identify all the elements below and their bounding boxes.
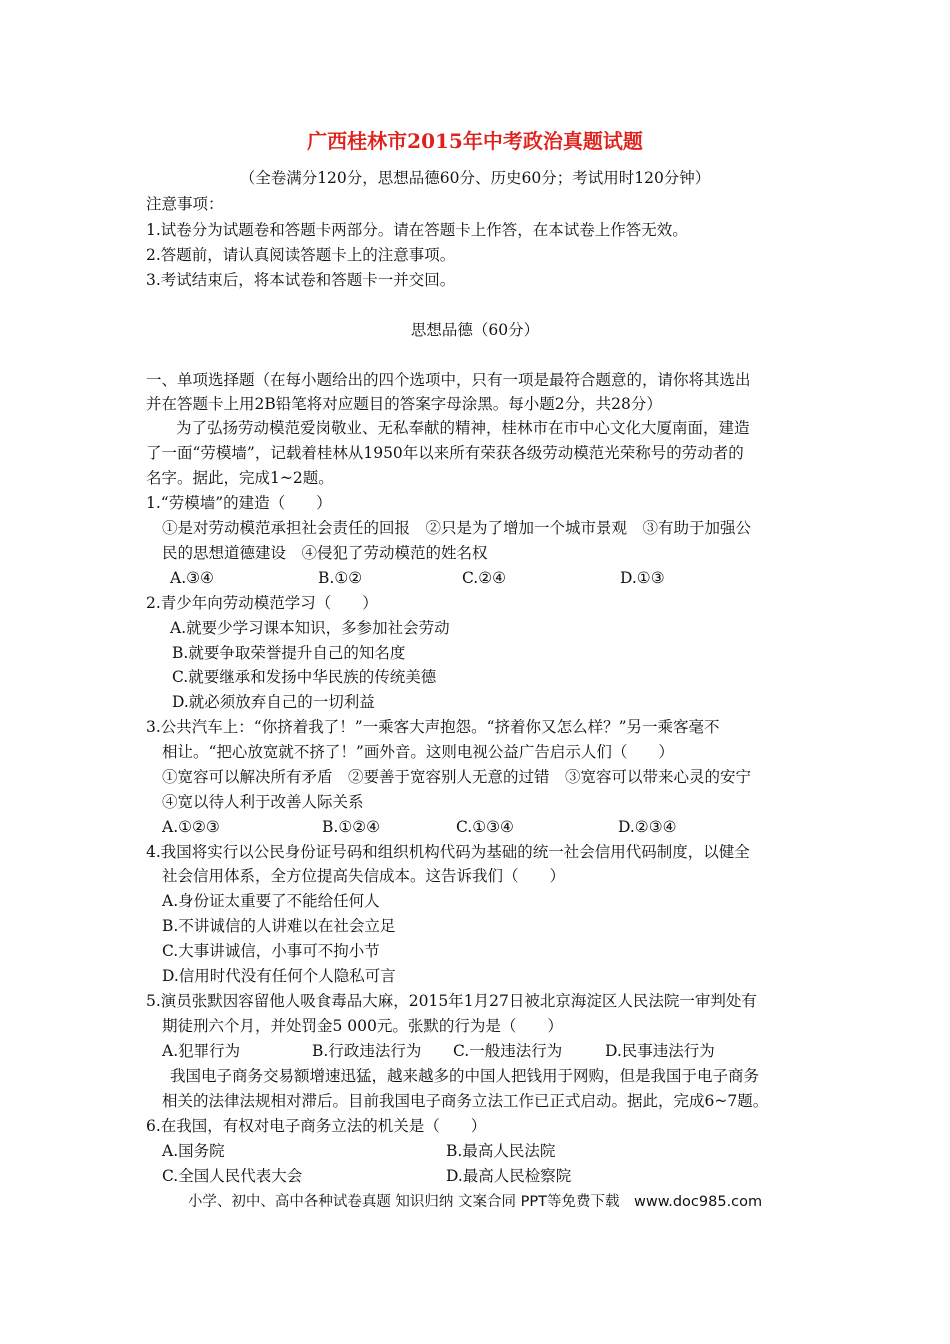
option-b: B.行政违法行为 bbox=[312, 1042, 422, 1060]
option-b: B.最高人民法院 bbox=[446, 1142, 556, 1160]
notice-item: 3.考试结束后，将本试卷和答题卡一并交回。 bbox=[146, 271, 456, 289]
option-a: A.③④ bbox=[170, 569, 214, 587]
question-stem: 4.我国将实行以公民身份证号码和组织机构代码为基础的统一社会信用代码制度，以健全 bbox=[146, 843, 750, 861]
option-c: C.一般违法行为 bbox=[453, 1042, 563, 1060]
question-stem: 期徒刑六个月，并处罚金5 000元。张默的行为是（ ） bbox=[162, 1017, 563, 1035]
option-d: D.信用时代没有任何个人隐私可言 bbox=[162, 967, 396, 985]
notice-item: 2.答题前，请认真阅读答题卡上的注意事项。 bbox=[146, 246, 456, 264]
option-c: C.②④ bbox=[462, 569, 507, 587]
option-a: A.就要少学习课本知识，多参加社会劳动 bbox=[170, 619, 450, 637]
footer-link[interactable]: 小学、初中、高中各种试卷真题 知识归纳 文案合同 PPT等免费下载 www.doc985.com bbox=[187, 1194, 763, 1210]
material-text: 相关的法律法规相对滞后。目前我国电子商务立法工作已正式启动。据此，完成6~7题。 bbox=[162, 1092, 769, 1110]
option-a: A.①②③ bbox=[162, 818, 220, 836]
section-title: 思想品德（60分） bbox=[410, 321, 540, 339]
option-c: C.全国人民代表大会 bbox=[162, 1167, 303, 1185]
option-d: D.②③④ bbox=[618, 818, 677, 836]
option-a: A.犯罪行为 bbox=[162, 1042, 241, 1060]
option-c: C.大事讲诚信，小事可不拘小节 bbox=[162, 942, 380, 960]
option-c: C.①③④ bbox=[456, 818, 514, 836]
exam-info: （全卷满分120分，思想品德60分、历史60分；考试用时120分钟） bbox=[239, 169, 711, 187]
question-statements: ①宽容可以解决所有矛盾 ②要善于宽容别人无意的过错 ③宽容可以带来心灵的安宁 bbox=[162, 768, 752, 786]
part-heading: 并在答题卡上用2B铅笔将对应题目的答案字母涂黑。每小题2分，共28分） bbox=[146, 395, 662, 413]
question-stem: 3.公共汽车上：“你挤着我了！”一乘客大声抱怨。“挤着你又怎么样？”另一乘客毫不 bbox=[146, 718, 720, 736]
material-text: 为了弘扬劳动模范爱岗敬业、无私奉献的精神，桂林市在市中心文化大厦南面，建造 bbox=[176, 419, 750, 437]
part-heading: 一、单项选择题（在每小题给出的四个选项中，只有一项是最符合题意的，请你将其选出 bbox=[146, 371, 751, 389]
option-d: D.就必须放弃自己的一切利益 bbox=[172, 693, 375, 711]
question-stem: 5.演员张默因容留他人吸食毒品大麻，2015年1月27日被北京海淀区人民法院一审判处有 bbox=[146, 992, 757, 1010]
question-stem: 6.在我国，有权对电子商务立法的机关是（ ） bbox=[146, 1117, 487, 1135]
option-d: D.①③ bbox=[620, 569, 665, 587]
question-statements: 民的思想道德建设 ④侵犯了劳动模范的姓名权 bbox=[162, 544, 488, 562]
question-stem: 1.“劳模墙”的建造（ ） bbox=[146, 494, 332, 512]
notice-heading: 注意事项： bbox=[146, 195, 224, 213]
option-a: A.国务院 bbox=[162, 1142, 225, 1160]
option-c: C.就要继承和发扬中华民族的传统美德 bbox=[172, 668, 437, 686]
option-a: A.身份证太重要了不能给任何人 bbox=[162, 892, 380, 910]
notice-item: 1.试卷分为试题卷和答题卡两部分。请在答题卡上作答，在本试卷上作答无效。 bbox=[146, 221, 688, 239]
material-text: 了一面“劳模墙”，记载着桂林从1950年以来所有荣获各级劳动模范光荣称号的劳动者的 bbox=[146, 444, 744, 462]
option-b: B.①② bbox=[318, 569, 363, 587]
material-text: 名字。据此，完成1~2题。 bbox=[146, 469, 334, 487]
option-b: B.就要争取荣誉提升自己的知名度 bbox=[172, 644, 406, 662]
material-text: 我国电子商务交易额增速迅猛，越来越多的中国人把钱用于网购，但是我国于电子商务 bbox=[170, 1067, 760, 1085]
question-statements: ④宽以待人利于改善人际关系 bbox=[162, 793, 364, 811]
question-stem: 2.青少年向劳动模范学习（ ） bbox=[146, 594, 378, 612]
page-title: 广西桂林市2015年中考政治真题试题 bbox=[307, 129, 643, 153]
option-d: D.民事违法行为 bbox=[605, 1042, 715, 1060]
option-b: B.不讲诚信的人讲难以在社会立足 bbox=[162, 917, 396, 935]
option-d: D.最高人民检察院 bbox=[446, 1167, 572, 1185]
question-stem: 社会信用体系，全方位提高失信成本。这告诉我们（ ） bbox=[162, 867, 566, 885]
question-statements: ①是对劳动模范承担社会责任的回报 ②只是为了增加一个城市景观 ③有助于加强公 bbox=[162, 519, 752, 537]
option-b: B.①②④ bbox=[322, 818, 381, 836]
question-stem: 相让。“把心放宽就不挤了！”画外音。这则电视公益广告启示人们（ ） bbox=[162, 743, 674, 761]
